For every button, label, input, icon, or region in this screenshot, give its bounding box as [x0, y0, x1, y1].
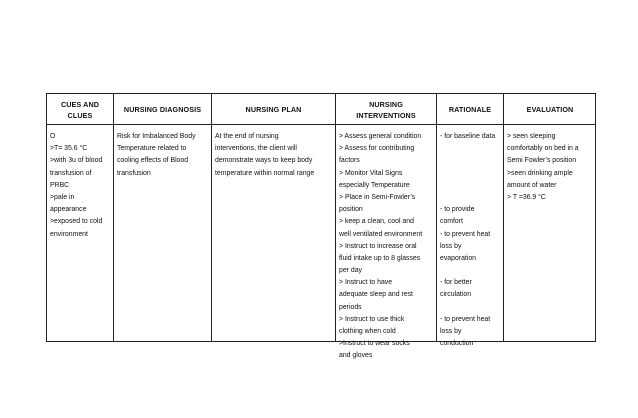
diagnosis-line: transfusion	[117, 169, 151, 177]
rationale-line: - to prevent heat	[440, 230, 491, 238]
diagnosis-line: Risk for Imbalanced Body	[117, 133, 196, 140]
cues-line: >pale in	[50, 193, 75, 201]
intervention-line: position	[339, 206, 363, 214]
intervention-line: adequate sleep and rest	[339, 291, 413, 299]
cues-line: >T= 35.6 °C	[50, 145, 88, 153]
evaluation-line: > T =36.9 °C	[507, 193, 546, 201]
rationale-line: loss by	[440, 328, 462, 335]
evaluation-line: amount of water	[507, 181, 557, 189]
rationale-line: - to provide	[440, 206, 475, 214]
cues-line: >exposed to cold	[50, 218, 103, 226]
rationale-line: evaporation	[440, 254, 477, 262]
evaluation-line: Semi Fowler’s position	[507, 157, 577, 165]
intervention-line: > Monitor Vital Signs	[339, 169, 403, 177]
rationale-spacer	[440, 192, 495, 204]
evaluation-line: comfortably on bed in a	[507, 145, 579, 153]
interventions-cell	[339, 131, 422, 363]
plan-line: temperature within normal range	[215, 169, 315, 177]
rationale-spacer	[440, 155, 495, 167]
column-divider	[113, 94, 114, 341]
evaluation-cell	[507, 131, 579, 204]
rationale-spacer	[440, 180, 495, 192]
evaluation-line: >seen drinking ample	[507, 169, 573, 177]
intervention-line: fluid intake up to 8 glasses	[339, 254, 421, 262]
plan-line: demonstrate ways to keep body	[215, 157, 313, 165]
diagnosis-line: cooling effects of Blood	[117, 157, 189, 165]
header-rationale: RATIONALE	[448, 105, 492, 114]
evaluation-line: > seen sleeping	[507, 133, 556, 140]
plan-cell	[215, 131, 314, 180]
intervention-line: clothing when cold	[339, 328, 396, 335]
intervention-line: periods	[339, 303, 362, 311]
intervention-line: > Assess for contributing	[339, 145, 415, 153]
header-diagnosis: NURSING DIAGNOSIS	[123, 105, 202, 114]
care-plan-table	[46, 93, 596, 360]
rationale-line: loss by	[440, 242, 462, 250]
intervention-line: > Instruct to have	[339, 279, 393, 287]
column-divider	[503, 94, 504, 341]
diagnosis-cell	[117, 131, 196, 180]
cues-line: PRBC	[50, 181, 70, 189]
header-interventions: NURSING INTERVENTIONS	[356, 99, 416, 120]
column-divider	[335, 94, 336, 341]
rationale-spacer	[440, 265, 495, 277]
rationale-spacer	[440, 143, 495, 155]
rationale-line: - for baseline data	[440, 133, 496, 140]
intervention-line: well ventilated environment	[339, 230, 423, 238]
intervention-line: factors	[339, 157, 360, 165]
intervention-line: > keep a clean, cool and	[339, 218, 414, 226]
rationale-line: circulation	[440, 291, 472, 299]
header-evaluation: EVALUATION	[526, 105, 574, 114]
intervention-line: > Assess general condition	[339, 133, 422, 140]
intervention-line: per day	[339, 267, 362, 275]
rationale-line: - to prevent heat	[440, 315, 491, 323]
intervention-line: especially Temperature	[339, 181, 410, 189]
rationale-line: conduction	[440, 340, 474, 348]
intervention-line: and gloves	[339, 352, 373, 360]
diagnosis-line: Temperature related to	[117, 145, 187, 153]
intervention-line: > Instruct to increase oral	[339, 242, 417, 250]
intervention-line: > Place in Semi-Fowler’s	[339, 193, 416, 201]
rationale-spacer	[440, 302, 495, 314]
cues-cell	[50, 131, 102, 241]
rationale-cell	[440, 131, 495, 350]
intervention-line: > Instruct to use thick	[339, 315, 405, 323]
rationale-line: comfort	[440, 218, 463, 226]
cues-line: >with 3u of blood	[50, 157, 103, 165]
intervention-line: >Instruct to wear socks	[339, 340, 410, 348]
header-cues: CUES AND CLUES	[60, 99, 100, 120]
plan-line: interventions, the client will	[215, 145, 297, 153]
rationale-spacer	[440, 168, 495, 180]
header-plan: NURSING PLAN	[245, 105, 302, 114]
plan-line: At the end of nursing	[215, 133, 279, 140]
cues-line: O	[50, 133, 56, 140]
cues-line: transfusion of	[50, 169, 92, 177]
cues-line: environment	[50, 230, 88, 238]
column-divider	[436, 94, 437, 341]
cues-line: appearance	[50, 206, 87, 214]
rationale-line: - for better	[440, 279, 472, 287]
column-divider	[211, 94, 212, 341]
